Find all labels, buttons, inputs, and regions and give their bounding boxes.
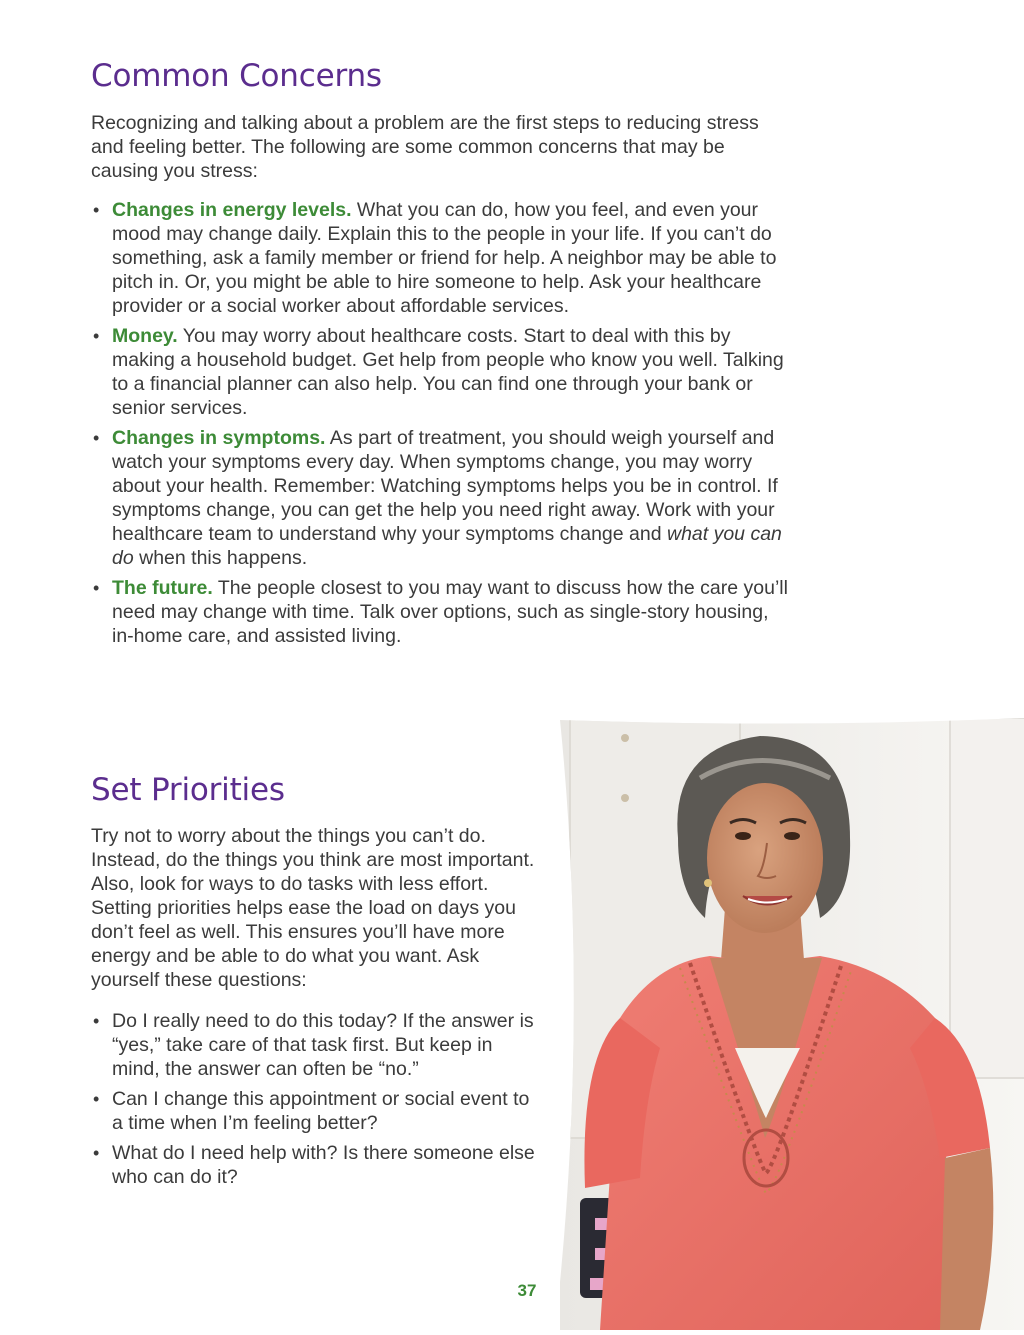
priority-question: • Can I change this appointment or social event to a time when I’m feeling better? bbox=[91, 1087, 541, 1135]
priority-question: • What do I need help with? Is there someone else who can do it? bbox=[91, 1141, 541, 1189]
common-concerns-heading: Common Concerns bbox=[91, 58, 382, 94]
concern-item-money bbox=[91, 324, 791, 420]
concern-label: The future. bbox=[112, 577, 213, 599]
concern-text: What you can do, how you feel, and even your mood may change daily. Explain this to the people in your life. If you can’t do something, ask a family member or friend for help. A neighbor may be able to pitch in. Or, you might be able to hire someone to help. Ask your healthcare provider or a social worker about affordable services. bbox=[112, 199, 777, 317]
common-concerns-intro: Recognizing and talking about a problem are the first steps to reducing stress and feeling better. The following are some common concerns that may be causing you stress: bbox=[91, 112, 759, 182]
concerns-list bbox=[91, 198, 791, 648]
concern-text-tail: when this happens. bbox=[133, 547, 308, 569]
concern-text: As part of treatment, you should weigh yourself and watch your symptoms every day. When symptoms change, you may worry about your health. Remember: Watching symptoms helps you be in control. If symptoms change, you can get the help you need right away. Work with your healthcare team to understand why your symptoms change and bbox=[112, 427, 778, 545]
set-priorities-intro: Try not to worry about the things you can’t do. Instead, do the things you think are most important. Also, look for ways to do tasks with less effort. Setting priorities helps ease the load on days you don’t feel as well. This ensures you’ll have more energy and be able to do what you want. Ask yourself these questions: bbox=[91, 825, 535, 991]
concern-label: Money. bbox=[112, 325, 178, 347]
concern-item-future bbox=[91, 576, 791, 648]
concern-label: Changes in symptoms. bbox=[112, 427, 326, 449]
concern-item-symptoms bbox=[91, 426, 791, 570]
set-priorities-heading: Set Priorities bbox=[91, 772, 285, 808]
page-number: 37 bbox=[517, 1281, 537, 1300]
concern-item-energy bbox=[91, 198, 791, 318]
concern-text: The people closest to you may want to discuss how the care you’ll need may change with time. Talk over options, such as single-story housing, in-home care, and assisted living. bbox=[112, 577, 788, 647]
concern-text: You may worry about healthcare costs. Start to deal with this by making a household budget. Get help from people who know you well. Talking to a financial planner can also help. You can find one through your bank or senior services. bbox=[112, 325, 784, 419]
woman-portrait-photo bbox=[560, 718, 1024, 1330]
concern-label: Changes in energy levels. bbox=[112, 199, 352, 221]
priority-question: • Do I really need to do this today? If the answer is “yes,” take care of that task first. But keep in mind, the answer can often be “no.” bbox=[91, 1009, 541, 1081]
concern-emphasis: what you can do bbox=[112, 523, 782, 569]
priority-questions-list bbox=[91, 1009, 541, 1189]
